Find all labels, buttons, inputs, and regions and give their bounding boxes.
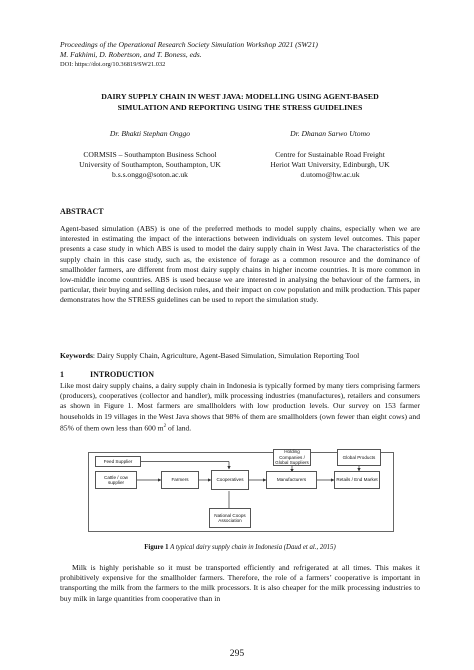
keywords-label: Keywords xyxy=(60,351,93,360)
title-line-2: SIMULATION AND REPORTING USING THE STRESS GUIDELINES xyxy=(117,102,363,112)
holding-companies-box: Holding Companies / Global Suppliers xyxy=(273,449,311,466)
author-email[interactable]: d.utomo@hw.ac.uk xyxy=(300,170,360,179)
keywords xyxy=(60,351,420,361)
cattle-supplier-box: Cattle / cow supplier xyxy=(95,471,137,489)
author-affiliation: Centre for Sustainable Road Freight xyxy=(275,150,385,159)
author-affiliation: CORMSIS – Southampton Business School xyxy=(83,150,217,159)
proceedings-line-2: M. Fakhimi, D. Robertson, and T. Boness, eds. xyxy=(60,50,202,59)
author-name: Dr. Bhakti Stephan Onggo xyxy=(109,129,191,138)
author-1 xyxy=(60,129,240,180)
farmers-box: Farmers xyxy=(161,471,199,489)
page-number: 295 xyxy=(229,648,245,659)
section-heading xyxy=(60,370,154,379)
introduction-paragraph xyxy=(60,381,420,434)
proceedings-header xyxy=(60,40,420,70)
title-line-1: DAIRY SUPPLY CHAIN IN WEST JAVA: MODELLING USING AGENT-BASED xyxy=(101,92,379,101)
figure-caption xyxy=(60,544,420,551)
body-paragraph: Milk is highly perishable so it must be transported efficiently and refrigerated at all times. This makes it prohibitively expensive for the smallholder farmers. Therefore, the role of a farmers’ cooperative is important in transporting the milk from the farmers to the milk processors. It is also cheaper for the milk processing industries to buy milk in large quantities from cooperative than in xyxy=(60,563,420,603)
doi-link[interactable]: DOI: https://doi.org/10.36819/SW21.032 xyxy=(60,61,166,68)
abstract-text: Agent-based simulation (ABS) is one of the preferred methods to model supply chains, especially when we are interested in estimating the impact of the interactions between individuals on system level outcomes. This paper presents a case study in which ABS is used to model the dairy supply chain in West Java. The characteristics of the supply chain in this case study, such as, the existence of forage as a common resource and the dominance of smallholder farmers, are different from most dairy supply chains in higher income countries. It is more common in low-middle income countries. ABS is used because we are interested in analysing the behaviour of the farmers, in particular, their buying and selling decision rules, and their impact on cow population and milk production. This paper demonstrates how the STRESS guidelines can be used to report the simulation study. xyxy=(60,224,420,305)
retails-box: Retails / End Market xyxy=(334,471,380,489)
paper-title xyxy=(60,92,420,113)
intro-unit: m xyxy=(157,423,164,433)
caption-label: Figure 1 xyxy=(144,544,169,551)
cooperatives-box: Cooperatives xyxy=(211,470,249,490)
figure-1-diagram xyxy=(88,449,394,532)
keywords-text: : Dairy Supply Chain, Agriculture, Agent-Based Simulation, Simulation Reporting Tool xyxy=(92,351,360,360)
abstract-heading: ABSTRACT xyxy=(60,207,104,216)
author-affiliation: Heriot Watt University, Edinburgh, UK xyxy=(270,160,390,169)
national-coops-box: National Coops Association xyxy=(209,508,251,528)
author-email[interactable]: b.s.s.onggo@soton.ac.uk xyxy=(112,170,188,179)
section-title: INTRODUCTION xyxy=(90,370,155,379)
intro-tail: of land. xyxy=(166,423,192,433)
author-affiliation: University of Southampton, Southampton, UK xyxy=(79,160,221,169)
section-number: 1 xyxy=(60,370,64,379)
author-2 xyxy=(240,129,420,180)
caption-text: A typical dairy supply chain in Indonesia (Daud et al., 2015) xyxy=(168,544,336,551)
global-products-box: Global Products xyxy=(337,449,381,466)
feed-supplier-box: Feed Supplier xyxy=(95,456,141,467)
author-name: Dr. Dhanan Sarwo Utomo xyxy=(290,129,370,138)
manufacturers-box: Manufacturers xyxy=(266,471,317,489)
intro-text: Like most dairy supply chains, a dairy supply chain in Indonesia is typically formed by many tiers comprising farmers (producers), cooperatives (collector and handler), milk processing industries (manufactures), retailers and consumers as shown in Figure 1. Most farmers are smallholders with low production levels. Our survey on 153 farmer households in 19 villages in the West Java shows that 98% of them are smallholders (own fewer than eight cows) and 85% of them own less than 600 xyxy=(60,381,420,433)
proceedings-line-1: Proceedings of the Operational Research Society Simulation Workshop 2021 (SW21) xyxy=(60,40,318,49)
intro-superscript: 2 xyxy=(163,423,167,429)
